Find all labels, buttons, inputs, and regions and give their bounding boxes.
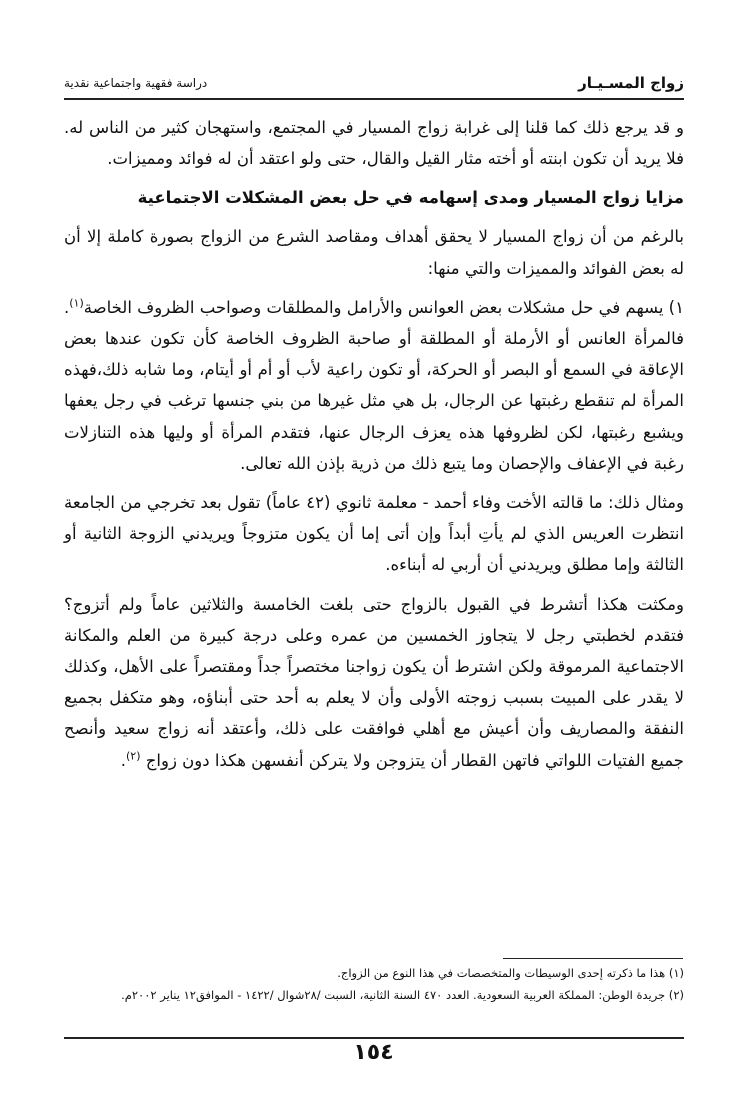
book-title: زواج المسـيـار bbox=[578, 74, 684, 92]
footnote-ref-1[interactable]: (١) bbox=[69, 296, 84, 310]
running-header bbox=[64, 70, 684, 100]
paragraph-testimony bbox=[64, 589, 684, 776]
footnote-1: (١) هذا ما ذكرته إحدى الوسيطات والمتخصصات في هذا النوع من الزواج. bbox=[337, 966, 684, 980]
intro-paragraph: و قد يرجع ذلك كما قلنا إلى غرابة زواج المسيار في المجتمع، واستهجان كثير من الناس له. فلا يريد أن تكون ابنته أو أخته مثار القيل والقال، حتى ولو اعتقد أن له فوائد ومميزات. bbox=[64, 118, 684, 169]
book-subtitle: دراسة فقهية واجتماعية نقدية bbox=[64, 76, 208, 90]
page-number: ١٥٤ bbox=[353, 1040, 394, 1065]
page-body bbox=[64, 112, 684, 784]
benefit-one-text-cont: . فالمرأة العانس أو الأرملة أو المطلقة أو صاحبة الظروف الخاصة كأن تكون عندها بعض الإعاقة في السمع أو البصر أو الحركة، أو تكون راعية لأب أو أم أو أيتام، وما شابه ذلك،فهذه المرأة لم تنقطع رغبتها عن الرجال، بل هي مثل غيرها من بني جنسها ترغب في رجل يعفها ويشبع رغبتها، لكن لظروفها هذه يعزف الرجال عنها، فتقدم المرأة أو وليها هذه التنازلات رغبة في الإعفاف والإحصان وما يتبع ذلك من ذرية بإذن الله تعالى. bbox=[64, 297, 684, 473]
paragraph-benefits-intro: بالرغم من أن زواج المسيار لا يحقق أهداف ومقاصد الشرع من الزواج بصورة كاملة إلا أن له بعض الفوائد والمميزات والتي منها: bbox=[64, 227, 684, 278]
section-heading: مزايا زواج المسيار ومدى إسهامه في حل بعض المشكلات الاجتماعية bbox=[137, 188, 684, 208]
bottom-divider bbox=[64, 1037, 684, 1039]
footnote-ref-2[interactable]: (٢) bbox=[125, 749, 141, 763]
testimony-text-end: . bbox=[120, 750, 126, 770]
footnotes bbox=[64, 962, 684, 1006]
benefit-one-text: ١) يسهم في حل مشكلات بعض العوانس والأرامل والمطلقات وصواحب الظروف الخاصة bbox=[83, 297, 684, 317]
paragraph-example: ومثال ذلك: ما قالته الأخت وفاء أحمد - معلمة ثانوي (٤٢ عاماً) تقول بعد تخرجي من الجامعة انتظرت العريس الذي لم يأتِ أبداً وإن أتى إما أن يكون متزوجاً ويريدني الزوجة الثانية أو الثالثة وإما مطلق ويريدني أن أربي له أبناءه. bbox=[64, 493, 684, 575]
testimony-text: ومكثت هكذا أتشرط في القبول بالزواج حتى بلغت الخامسة والثلاثين عاماً ولم أتزوج؟ فتقدم لخطبتي رجل لا يتجاوز الخمسين من عمره وعلى درجة كبيرة من العلم والمكانة الاجتماعية المرموقة ولكن اشترط أن يكون زواجنا مختصراً جداً ومقتصراً على الأهل، وكذلك لا يقدر على المبيت بسبب زوجته الأولى وأن لا يعلم به أحد حتى أبناؤه، وهو متكفل بجميع النفقة والمصاريف وأن أعيش مع أهلي فوافقت على ذلك، وأعتقد أنه زواج سعيد وأنصح جميع الفتيات اللواتي فاتهن القطار أن يتزوجن ولا يتركن أنفسهن هكذا دون زواج bbox=[64, 594, 684, 770]
footnote-divider bbox=[503, 958, 683, 959]
paragraph-benefit-one bbox=[64, 292, 684, 479]
footnote-2: (٢) جريدة الوطن: المملكة العربية السعودية. العدد ٤٧٠ السنة الثانية، السبت /٢٨شوال /١٤٢٢ - الموافق١٢ يناير ٢٠٠٢م. bbox=[121, 988, 684, 1002]
